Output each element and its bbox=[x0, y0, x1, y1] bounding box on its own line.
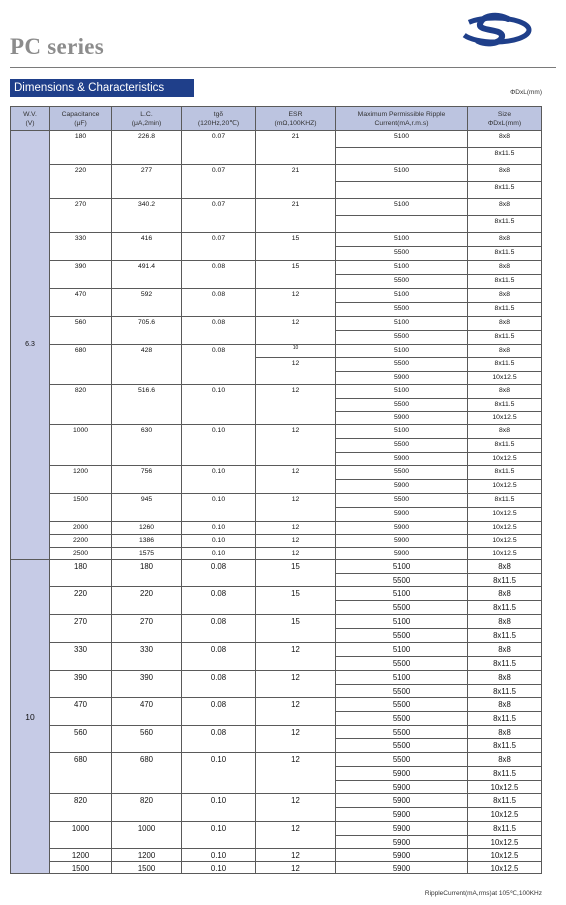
ripple-cell bbox=[336, 148, 468, 165]
lc-cell: 680 bbox=[112, 753, 182, 794]
ripple-cell: 5500 bbox=[336, 331, 468, 345]
esr-cell: 12 bbox=[256, 466, 336, 494]
esr-cell: 12 bbox=[256, 494, 336, 522]
tg-cell: 0.08 bbox=[182, 560, 256, 587]
tg-cell: 0.08 bbox=[182, 587, 256, 615]
lc-cell: 1575 bbox=[112, 548, 182, 560]
size-cell: 8x11.5 bbox=[468, 275, 542, 289]
size-cell: 10x12.5 bbox=[468, 508, 542, 522]
col-header-esr: ESR (mΩ,100KHZ) bbox=[256, 107, 336, 131]
table-row bbox=[11, 849, 542, 862]
size-cell: 8x11.5 bbox=[468, 629, 542, 643]
table-row bbox=[11, 753, 542, 767]
ripple-cell: 5500 bbox=[336, 739, 468, 753]
table-row bbox=[11, 165, 542, 182]
esr-cell: 10 bbox=[256, 345, 336, 358]
size-cell: 8x8 bbox=[468, 615, 542, 629]
table-row bbox=[11, 822, 542, 836]
capacitance-cell: 820 bbox=[50, 385, 112, 425]
table-row bbox=[11, 643, 542, 657]
lc-cell: 1260 bbox=[112, 522, 182, 535]
ripple-cell bbox=[336, 182, 468, 199]
footnote: RippleCurrent(mA,rms)at 105℃,100KHz bbox=[424, 890, 542, 897]
size-cell: 8x11.5 bbox=[468, 739, 542, 753]
size-cell: 10x12.5 bbox=[468, 862, 542, 874]
size-cell: 8x11.5 bbox=[468, 822, 542, 836]
lc-cell: 340.2 bbox=[112, 199, 182, 233]
ripple-cell: 5100 bbox=[336, 385, 468, 399]
size-cell: 8x8 bbox=[468, 643, 542, 657]
capacitance-cell: 330 bbox=[50, 643, 112, 671]
capacitance-cell: 470 bbox=[50, 289, 112, 317]
tg-cell: 0.08 bbox=[182, 726, 256, 753]
tg-cell: 0.08 bbox=[182, 345, 256, 385]
ripple-cell: 5100 bbox=[336, 199, 468, 216]
size-cell: 10x12.5 bbox=[468, 372, 542, 385]
esr-cell: 12 bbox=[256, 643, 336, 671]
esr-cell: 12 bbox=[256, 862, 336, 874]
esr-cell: 12 bbox=[256, 317, 336, 345]
lc-cell: 330 bbox=[112, 643, 182, 671]
size-cell: 8x11.5 bbox=[468, 574, 542, 587]
ripple-cell: 5100 bbox=[336, 615, 468, 629]
ripple-cell: 5100 bbox=[336, 671, 468, 685]
size-cell: 8x8 bbox=[468, 233, 542, 247]
lc-cell: 630 bbox=[112, 425, 182, 466]
size-cell: 10x12.5 bbox=[468, 480, 542, 494]
ripple-cell bbox=[336, 216, 468, 233]
col-header-wv: W.V. (V) bbox=[11, 107, 50, 131]
ripple-cell: 5900 bbox=[336, 508, 468, 522]
ripple-cell: 5100 bbox=[336, 261, 468, 275]
ripple-cell: 5500 bbox=[336, 466, 468, 480]
table-row bbox=[11, 233, 542, 247]
capacitance-cell: 2500 bbox=[50, 548, 112, 560]
table-row bbox=[11, 199, 542, 216]
col-header-ripple: Maximum Permissible Ripple Current(mA,r.m.s) bbox=[336, 107, 468, 131]
table-row bbox=[11, 794, 542, 808]
size-cell: 8x11.5 bbox=[468, 358, 542, 372]
ripple-cell: 5900 bbox=[336, 480, 468, 494]
size-cell: 8x11.5 bbox=[468, 399, 542, 412]
size-cell: 8x8 bbox=[468, 753, 542, 767]
table-header-row bbox=[11, 107, 542, 131]
size-cell: 8x8 bbox=[468, 131, 542, 148]
wv-cell: 10 bbox=[11, 560, 50, 874]
tg-cell: 0.08 bbox=[182, 698, 256, 726]
tg-cell: 0.10 bbox=[182, 548, 256, 560]
ripple-cell: 5500 bbox=[336, 494, 468, 508]
size-cell: 10x12.5 bbox=[468, 836, 542, 849]
esr-cell: 12 bbox=[256, 289, 336, 317]
ripple-cell: 5100 bbox=[336, 165, 468, 182]
size-cell: 8x11.5 bbox=[468, 148, 542, 165]
size-cell: 8x11.5 bbox=[468, 767, 542, 781]
tg-cell: 0.07 bbox=[182, 199, 256, 233]
table-row bbox=[11, 131, 542, 148]
tg-cell: 0.10 bbox=[182, 753, 256, 794]
tg-cell: 0.08 bbox=[182, 289, 256, 317]
capacitance-cell: 270 bbox=[50, 199, 112, 233]
size-cell: 8x11.5 bbox=[468, 685, 542, 698]
ripple-cell: 5900 bbox=[336, 372, 468, 385]
capacitance-cell: 680 bbox=[50, 345, 112, 385]
capacitance-cell: 1500 bbox=[50, 494, 112, 522]
ripple-cell: 5500 bbox=[336, 358, 468, 372]
ripple-cell: 5900 bbox=[336, 822, 468, 836]
size-cell: 8x8 bbox=[468, 671, 542, 685]
esr-cell: 21 bbox=[256, 199, 336, 233]
title-divider bbox=[10, 67, 556, 68]
capacitance-cell: 270 bbox=[50, 615, 112, 643]
tg-cell: 0.07 bbox=[182, 233, 256, 261]
ripple-cell: 5100 bbox=[336, 345, 468, 358]
section-title: Dimensions & Characteristics bbox=[10, 79, 194, 97]
lc-cell: 560 bbox=[112, 726, 182, 753]
size-cell: 8x8 bbox=[468, 560, 542, 574]
table-row bbox=[11, 522, 542, 535]
size-cell: 8x8 bbox=[468, 385, 542, 399]
tg-cell: 0.08 bbox=[182, 615, 256, 643]
lc-cell: 756 bbox=[112, 466, 182, 494]
ripple-cell: 5500 bbox=[336, 574, 468, 587]
table-row bbox=[11, 560, 542, 574]
table-row bbox=[11, 615, 542, 629]
esr-cell: 21 bbox=[256, 131, 336, 165]
size-cell: 10x12.5 bbox=[468, 412, 542, 425]
ripple-cell: 5100 bbox=[336, 233, 468, 247]
lc-cell: 1200 bbox=[112, 849, 182, 862]
ripple-cell: 5500 bbox=[336, 601, 468, 615]
lc-cell: 945 bbox=[112, 494, 182, 522]
table-row bbox=[11, 548, 542, 560]
esr-cell: 12 bbox=[256, 794, 336, 822]
tg-cell: 0.10 bbox=[182, 822, 256, 849]
lc-cell: 390 bbox=[112, 671, 182, 698]
ripple-cell: 5900 bbox=[336, 794, 468, 808]
esr-cell: 12 bbox=[256, 849, 336, 862]
specs-table bbox=[10, 106, 542, 874]
capacitance-cell: 2200 bbox=[50, 535, 112, 548]
tg-cell: 0.10 bbox=[182, 494, 256, 522]
capacitance-cell: 2000 bbox=[50, 522, 112, 535]
size-cell: 8x8 bbox=[468, 345, 542, 358]
ripple-cell: 5500 bbox=[336, 657, 468, 671]
capacitance-cell: 330 bbox=[50, 233, 112, 261]
capacitance-cell: 680 bbox=[50, 753, 112, 794]
lc-cell: 491.4 bbox=[112, 261, 182, 289]
capacitance-cell: 1200 bbox=[50, 849, 112, 862]
group-6v3 bbox=[11, 131, 542, 560]
esr-cell: 21 bbox=[256, 165, 336, 199]
lc-cell: 705.6 bbox=[112, 317, 182, 345]
ripple-cell: 5900 bbox=[336, 862, 468, 874]
size-cell: 8x8 bbox=[468, 317, 542, 331]
tg-cell: 0.10 bbox=[182, 466, 256, 494]
capacitance-cell: 560 bbox=[50, 726, 112, 753]
col-header-size: Size ΦDxL(mm) bbox=[468, 107, 542, 131]
esr-cell: 15 bbox=[256, 587, 336, 615]
table-row bbox=[11, 494, 542, 508]
ripple-cell: 5500 bbox=[336, 698, 468, 712]
esr-cell: 15 bbox=[256, 560, 336, 587]
size-cell: 8x8 bbox=[468, 199, 542, 216]
ripple-cell: 5500 bbox=[336, 247, 468, 261]
ripple-cell: 5900 bbox=[336, 781, 468, 794]
table-row bbox=[11, 535, 542, 548]
ripple-cell: 5100 bbox=[336, 560, 468, 574]
tg-cell: 0.08 bbox=[182, 643, 256, 671]
ripple-cell: 5500 bbox=[336, 726, 468, 739]
unit-note: ΦDxL(mm) bbox=[510, 89, 542, 96]
esr-cell: 12 bbox=[256, 535, 336, 548]
table-row bbox=[11, 587, 542, 601]
size-cell: 10x12.5 bbox=[468, 548, 542, 560]
tg-cell: 0.10 bbox=[182, 849, 256, 862]
group-10v bbox=[11, 560, 542, 874]
size-cell: 8x11.5 bbox=[468, 303, 542, 317]
tg-cell: 0.07 bbox=[182, 131, 256, 165]
tg-cell: 0.07 bbox=[182, 165, 256, 199]
lc-cell: 220 bbox=[112, 587, 182, 615]
capacitance-cell: 220 bbox=[50, 165, 112, 199]
tg-cell: 0.08 bbox=[182, 671, 256, 698]
size-cell: 8x11.5 bbox=[468, 331, 542, 345]
size-cell: 10x12.5 bbox=[468, 453, 542, 466]
ripple-cell: 5500 bbox=[336, 685, 468, 698]
size-cell: 8x8 bbox=[468, 289, 542, 303]
size-cell: 8x8 bbox=[468, 698, 542, 712]
esr-cell: 12 bbox=[256, 358, 336, 385]
esr-cell: 15 bbox=[256, 615, 336, 643]
ripple-cell: 5500 bbox=[336, 712, 468, 726]
table-row bbox=[11, 425, 542, 439]
lc-cell: 516.6 bbox=[112, 385, 182, 425]
size-cell: 10x12.5 bbox=[468, 781, 542, 794]
ripple-cell: 5900 bbox=[336, 412, 468, 425]
esr-cell: 12 bbox=[256, 753, 336, 794]
size-cell: 8x11.5 bbox=[468, 247, 542, 261]
capacitance-cell: 1200 bbox=[50, 466, 112, 494]
ripple-cell: 5100 bbox=[336, 643, 468, 657]
size-cell: 8x8 bbox=[468, 726, 542, 739]
table-row bbox=[11, 385, 542, 399]
ripple-cell: 5100 bbox=[336, 317, 468, 331]
table-row bbox=[11, 726, 542, 739]
lc-cell: 470 bbox=[112, 698, 182, 726]
table-row bbox=[11, 261, 542, 275]
size-cell: 8x8 bbox=[468, 165, 542, 182]
esr-cell: 12 bbox=[256, 822, 336, 849]
size-cell: 8x11.5 bbox=[468, 712, 542, 726]
capacitance-cell: 220 bbox=[50, 587, 112, 615]
lc-cell: 270 bbox=[112, 615, 182, 643]
lc-cell: 592 bbox=[112, 289, 182, 317]
lc-cell: 180 bbox=[112, 560, 182, 587]
lc-cell: 226.8 bbox=[112, 131, 182, 165]
ripple-cell: 5500 bbox=[336, 303, 468, 317]
size-cell: 8x11.5 bbox=[468, 182, 542, 199]
capacitance-cell: 1500 bbox=[50, 862, 112, 874]
size-cell: 10x12.5 bbox=[468, 535, 542, 548]
tg-cell: 0.08 bbox=[182, 261, 256, 289]
ripple-cell: 5900 bbox=[336, 767, 468, 781]
size-cell: 8x8 bbox=[468, 261, 542, 275]
ripple-cell: 5100 bbox=[336, 425, 468, 439]
capacitance-cell: 1000 bbox=[50, 425, 112, 466]
size-cell: 8x11.5 bbox=[468, 601, 542, 615]
company-logo bbox=[456, 10, 534, 50]
col-header-tg: tgδ (120Hz,20℃) bbox=[182, 107, 256, 131]
size-cell: 8x8 bbox=[468, 587, 542, 601]
capacitance-cell: 180 bbox=[50, 131, 112, 165]
ripple-cell: 5900 bbox=[336, 453, 468, 466]
size-cell: 10x12.5 bbox=[468, 522, 542, 535]
ripple-cell: 5900 bbox=[336, 548, 468, 560]
lc-cell: 416 bbox=[112, 233, 182, 261]
lc-cell: 1000 bbox=[112, 822, 182, 849]
tg-cell: 0.10 bbox=[182, 535, 256, 548]
tg-cell: 0.10 bbox=[182, 385, 256, 425]
size-cell: 8x11.5 bbox=[468, 439, 542, 453]
tg-cell: 0.10 bbox=[182, 794, 256, 822]
tg-cell: 0.10 bbox=[182, 522, 256, 535]
tg-cell: 0.08 bbox=[182, 317, 256, 345]
table-row bbox=[11, 289, 542, 303]
esr-cell: 12 bbox=[256, 548, 336, 560]
capacitance-cell: 390 bbox=[50, 671, 112, 698]
lc-cell: 1386 bbox=[112, 535, 182, 548]
col-header-capacitance: Capacitance (μF) bbox=[50, 107, 112, 131]
tg-cell: 0.10 bbox=[182, 862, 256, 874]
ripple-cell: 5500 bbox=[336, 439, 468, 453]
page-title: PC series bbox=[10, 34, 105, 59]
table-row bbox=[11, 345, 542, 358]
wv-cell: 6.3 bbox=[11, 131, 50, 560]
lc-cell: 277 bbox=[112, 165, 182, 199]
table-row bbox=[11, 466, 542, 480]
size-cell: 8x11.5 bbox=[468, 794, 542, 808]
capacitance-cell: 1000 bbox=[50, 822, 112, 849]
lc-cell: 1500 bbox=[112, 862, 182, 874]
size-cell: 8x11.5 bbox=[468, 494, 542, 508]
ripple-cell: 5100 bbox=[336, 131, 468, 148]
size-cell: 8x11.5 bbox=[468, 466, 542, 480]
ripple-cell: 5100 bbox=[336, 587, 468, 601]
table-row bbox=[11, 862, 542, 874]
size-cell: 8x11.5 bbox=[468, 216, 542, 233]
ripple-cell: 5500 bbox=[336, 275, 468, 289]
size-cell: 10x12.5 bbox=[468, 849, 542, 862]
table-row bbox=[11, 698, 542, 712]
lc-cell: 428 bbox=[112, 345, 182, 385]
ripple-cell: 5900 bbox=[336, 836, 468, 849]
ripple-cell: 5500 bbox=[336, 399, 468, 412]
esr-cell: 12 bbox=[256, 698, 336, 726]
tg-cell: 0.10 bbox=[182, 425, 256, 466]
esr-cell: 15 bbox=[256, 233, 336, 261]
ripple-cell: 5900 bbox=[336, 808, 468, 822]
ripple-cell: 5100 bbox=[336, 289, 468, 303]
ripple-cell: 5900 bbox=[336, 535, 468, 548]
ripple-cell: 5900 bbox=[336, 522, 468, 535]
capacitance-cell: 180 bbox=[50, 560, 112, 587]
capacitance-cell: 820 bbox=[50, 794, 112, 822]
lc-cell: 820 bbox=[112, 794, 182, 822]
ripple-cell: 5900 bbox=[336, 849, 468, 862]
esr-cell: 12 bbox=[256, 726, 336, 753]
size-cell: 10x12.5 bbox=[468, 808, 542, 822]
table-row bbox=[11, 317, 542, 331]
capacitance-cell: 390 bbox=[50, 261, 112, 289]
ripple-cell: 5500 bbox=[336, 753, 468, 767]
size-cell: 8x11.5 bbox=[468, 657, 542, 671]
ripple-cell: 5500 bbox=[336, 629, 468, 643]
table-row bbox=[11, 671, 542, 685]
esr-cell: 12 bbox=[256, 385, 336, 425]
esr-cell: 12 bbox=[256, 671, 336, 698]
size-cell: 8x8 bbox=[468, 425, 542, 439]
capacitance-cell: 470 bbox=[50, 698, 112, 726]
esr-cell: 12 bbox=[256, 425, 336, 466]
esr-cell: 12 bbox=[256, 522, 336, 535]
esr-cell: 15 bbox=[256, 261, 336, 289]
capacitance-cell: 560 bbox=[50, 317, 112, 345]
col-header-lc: L.C. (μA,2min) bbox=[112, 107, 182, 131]
